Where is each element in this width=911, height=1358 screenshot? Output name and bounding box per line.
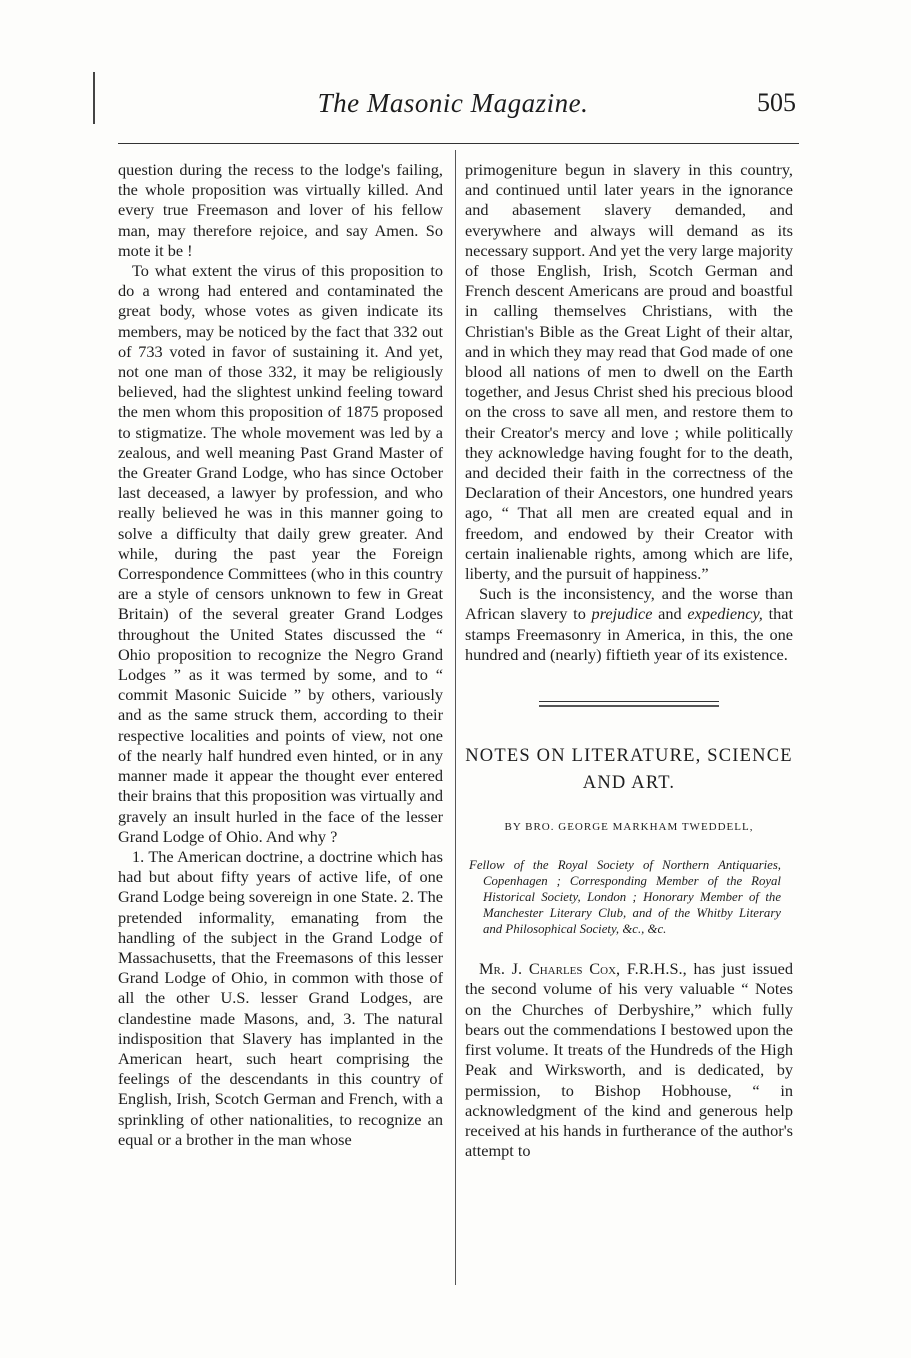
byline: BY BRO. GEORGE MARKHAM TWEDDELL, (504, 821, 754, 834)
header-rule (118, 143, 799, 144)
p2-text-b: and (652, 604, 688, 624)
right-paragraph-3 (465, 959, 793, 1161)
left-column (118, 160, 443, 1150)
margin-mark (93, 72, 95, 124)
author-credentials: Fellow of the Royal Society of Northern Antiquaries, Copenhagen ; Corresponding Member of the Royal Historical Society, London ; Honorary Member of the Manchester Literary Club, and of the Whitby Literary and Philosophical Society, &c., &c. (469, 858, 781, 937)
left-paragraph-1: question during the recess to the lodge's failing, the whole proposition was virtually killed. And every true Freemason and lover of his fellow man, may therefore rejoice, and say Amen. So mote it be ! (118, 160, 443, 260)
left-paragraph-2: To what extent the virus of this proposition to do a wrong had entered and contaminated the great body, whose votes as given indicate its members, may be noticed by the fact that 332 out of 733 voted in favor of sustaining it. And yet, not one man of those 332, it may be religiously believed, had the slightest unkind feeling toward the men whom this proposition of 1875 proposed to stigmatize. The whole movement was led by a zealous, and well meaning Past Grand Master of the Greater Grand Lodge, who has since October last deceased, a lawyer by profession, and who really believed he was in this manner going to solve a difficulty that daily grew greater. And while, during the past year the Foreign Correspondence Committees (who in this country are a style of censors unknown to few in Great Britain) of the several greater Grand Lodges throughout the United States discussed the “ Ohio proposition to recognize the Negro Grand Lodges ” as it was termed by some, and to “ commit Masonic Suicide ” by others, variously and as the same struck them, according to their respective localities and points of view, not one of the nearly half hundred even hinted, or in any manner made it appear the thought ever entered their brains that this proposition was virtually and gravely an insult hurled in the face of the lesser Grand Lodge of Ohio. And why ? (118, 261, 443, 846)
section-ornament-rule (539, 701, 719, 707)
right-paragraph-1: primogeniture begun in slavery in this country, and continued until later years in the ignorance and abasement slavery demanded, and everywhere and always will demand as its necessary support. And yet the very large majority of those English, Irish, Scotch German and French descent Americans are proud and boastful in calling themselves Christians, with the Christian's Bible as the Great Light of their altar, and in which they may read that God made of one blood all nations of men to dwell on the Earth together, and Jesus Christ shed his precious blood on the cross to save all men, and restore them to their Creator's mercy and love ; while politically they acknowledge having fought for to the death, and decided their faith in the correctness of the Declaration of their Ancestors, one hundred years ago, “ That all men are created equal and in freedom, and endowed by their Creator with certain inalienable rights, among which are life, liberty, and the pursuit of happiness.” (465, 160, 793, 584)
running-head (110, 88, 796, 128)
left-paragraph-3: 1. The American doctrine, a doctrine which has had but about fifty years of active life, of one Grand Lodge being sovereign in one State. 2. The pretended informality, emanating from the handling of the subject in the Grand Lodge of Massachusetts, that the Freemasons of this lesser Grand Lodge of Ohio, in common with those of all the other U.S. lesser Grand Lodges, are clandestine made Masons, and, 3. The natural indisposition that Slavery has implanted in the American heart, such heart comprising the feelings of the descendants in this country of English, Irish, Scotch German and French, with a sprinkling of other nationalities, to recognize an equal or a brother in the man whose (118, 846, 443, 1149)
p3-text: F.R.H.S., has just issued the second volume of his very valuable “ Notes on the Churches of Derbyshire,” which fully bears out the commendations I bestowed upon the first volume. It treats of the Hundreds of the High Peak and Wirksworth, and is dedicated, by permission, to Bishop Hobhouse, “ in acknowledgment of the kind and generous help received at his hands in furtherance of the author's attempt to (465, 959, 793, 1161)
section-title-line-2: AND ART. (582, 773, 676, 794)
column-rule (455, 150, 456, 1285)
p2-emphasis-expediency: expediency, (687, 604, 763, 624)
p2-text-a: Such is the inconsistency, and the worse than African slavery to (465, 584, 793, 624)
right-paragraph-2 (465, 584, 793, 665)
p2-text-c: that stamps Freemasonry in America, in this, the one hundred and (nearly) fiftieth year of its existence. (465, 604, 794, 664)
section-title-line-1: NOTES ON LITERATURE, SCIENCE (465, 746, 793, 767)
p3-small-caps-name: Mr. J. Charles Cox, (479, 959, 621, 979)
page-number: 505 (757, 88, 796, 117)
section-title (465, 743, 793, 797)
p2-emphasis-prejudice: prejudice (591, 604, 653, 624)
running-title: The Masonic Magazine. (317, 88, 589, 118)
right-column (465, 160, 793, 1161)
